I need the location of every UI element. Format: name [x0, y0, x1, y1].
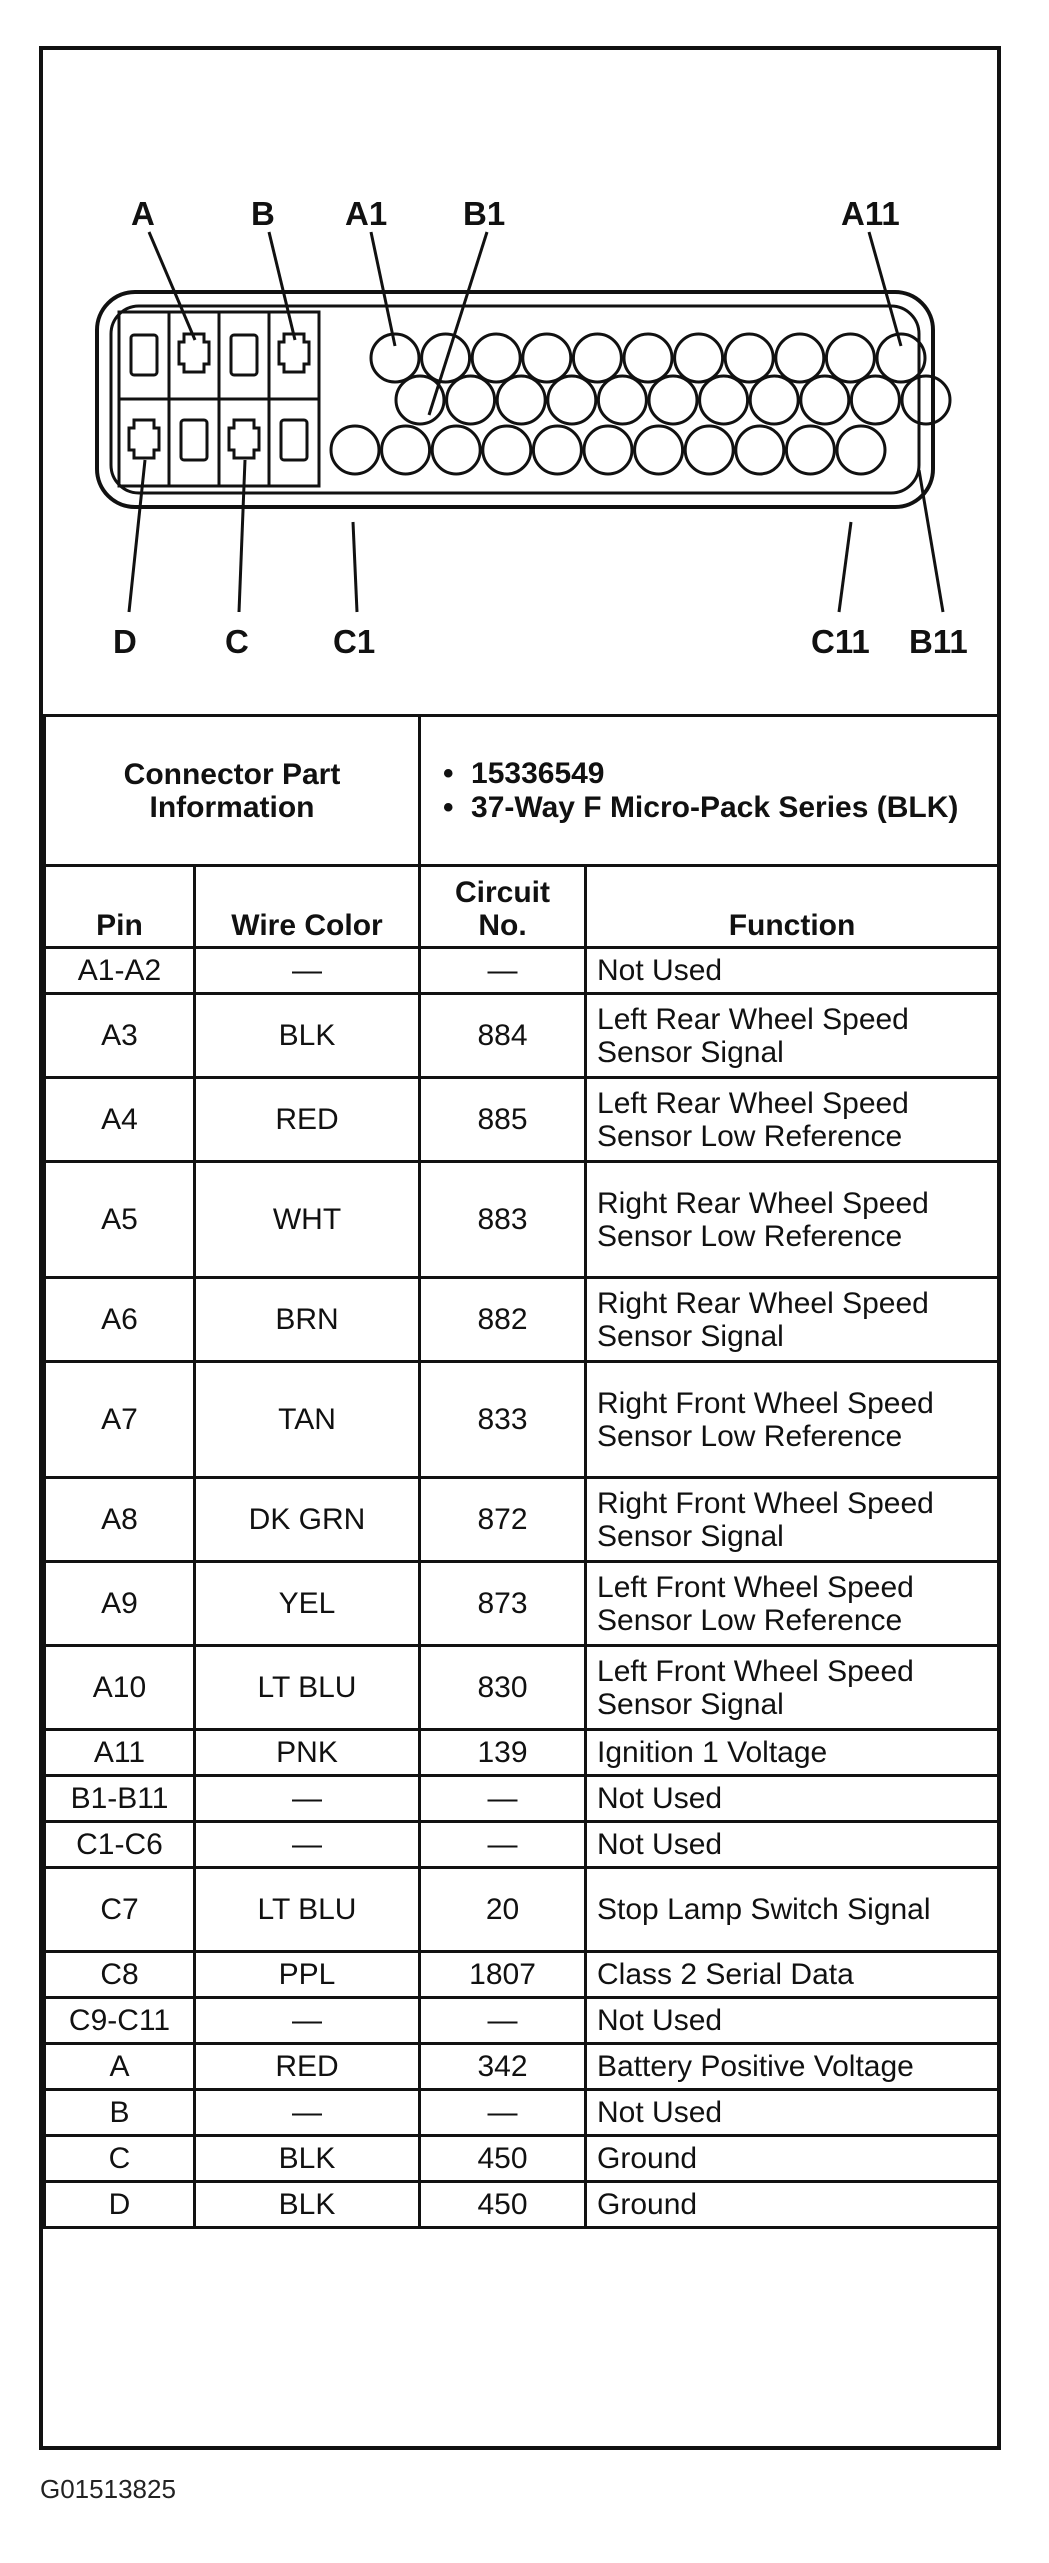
pin-cell: A1-A2 — [45, 948, 195, 994]
pin-cell: C9-C11 — [45, 1998, 195, 2044]
table-row — [45, 1868, 999, 1952]
circuit-number-cell: — — [420, 1822, 586, 1868]
table-row — [45, 1562, 999, 1646]
wire-color-cell: — — [195, 1998, 420, 2044]
circuit-number-cell: 450 — [420, 2136, 586, 2182]
pin-cavity — [533, 426, 581, 474]
pin-cell: A9 — [45, 1562, 195, 1646]
connector-face-drawing — [43, 50, 997, 714]
circuit-number-cell: — — [420, 1998, 586, 2044]
pin-cavity — [573, 334, 621, 382]
wire-color-cell: — — [195, 1822, 420, 1868]
table-row — [45, 2136, 999, 2182]
column-header-row — [45, 866, 999, 948]
terminal-c — [229, 420, 259, 458]
pin-cell: A11 — [45, 1730, 195, 1776]
terminal-d — [129, 420, 159, 458]
label-c: C — [225, 623, 249, 660]
connector-part-number: • 15336549 — [443, 757, 989, 791]
pin-cell: A10 — [45, 1646, 195, 1730]
pin-cavity — [331, 426, 379, 474]
wire-color-cell: WHT — [195, 1162, 420, 1278]
pin-cavity — [700, 376, 748, 424]
circuit-number-cell: 450 — [420, 2182, 586, 2228]
circuit-number-cell: — — [420, 1776, 586, 1822]
pin-cell: C1-C6 — [45, 1822, 195, 1868]
circuit-number-cell: 830 — [420, 1646, 586, 1730]
pin-cavity — [432, 426, 480, 474]
function-cell: Not Used — [586, 948, 999, 994]
col-header-pin: Pin — [45, 866, 195, 948]
wire-color-cell: — — [195, 948, 420, 994]
round-pin-cavities — [331, 334, 950, 474]
pin-cavity — [750, 376, 798, 424]
pin-cell: A6 — [45, 1278, 195, 1362]
pin-cell: A8 — [45, 1478, 195, 1562]
pin-cavity — [837, 426, 885, 474]
pin-cavity — [523, 334, 571, 382]
table-row — [45, 1362, 999, 1478]
circuit-number-cell: 882 — [420, 1278, 586, 1362]
circuit-number-cell: 139 — [420, 1730, 586, 1776]
table-row — [45, 1478, 999, 1562]
circuit-number-cell: 884 — [420, 994, 586, 1078]
circuit-number-cell: 833 — [420, 1362, 586, 1478]
col-header-function: Function — [586, 866, 999, 948]
pin-cavity — [649, 376, 697, 424]
wire-color-cell: LT BLU — [195, 1646, 420, 1730]
pin-cell: D — [45, 2182, 195, 2228]
pin-cavity — [685, 426, 733, 474]
pinout-table — [43, 714, 1000, 2229]
pin-cavity — [786, 426, 834, 474]
empty-cavity — [181, 420, 207, 460]
circuit-number-cell: — — [420, 2090, 586, 2136]
function-cell: Left Rear Wheel Speed Sensor Low Reference — [586, 1078, 999, 1162]
figure-code: G01513825 — [40, 2474, 176, 2504]
table-row — [45, 1278, 999, 1362]
connector-sheet — [39, 46, 1001, 2450]
pin-cell: B1-B11 — [45, 1776, 195, 1822]
wire-color-cell: YEL — [195, 1562, 420, 1646]
label-b: B — [251, 195, 275, 232]
wire-color-cell: — — [195, 2090, 420, 2136]
function-cell: Ignition 1 Voltage — [586, 1730, 999, 1776]
table-row — [45, 1646, 999, 1730]
pin-cavity — [548, 376, 596, 424]
wire-color-cell: RED — [195, 2044, 420, 2090]
function-cell: Not Used — [586, 1822, 999, 1868]
function-cell: Right Front Wheel Speed Sensor Low Reference — [586, 1362, 999, 1478]
pin-cell: A — [45, 2044, 195, 2090]
circuit-number-cell: 873 — [420, 1562, 586, 1646]
function-cell: Ground — [586, 2182, 999, 2228]
function-cell: Right Front Wheel Speed Sensor Signal — [586, 1478, 999, 1562]
table-row — [45, 948, 999, 994]
label-d: D — [113, 623, 137, 660]
pin-cavity — [736, 426, 784, 474]
wire-color-cell: LT BLU — [195, 1868, 420, 1952]
circuit-number-cell: 342 — [420, 2044, 586, 2090]
col-header-wire-color: Wire Color — [195, 866, 420, 948]
table-row — [45, 994, 999, 1078]
col-header-circuit-no: Circuit No. — [420, 866, 586, 948]
table-row — [45, 1822, 999, 1868]
pin-cell: C7 — [45, 1868, 195, 1952]
pin-cell: A4 — [45, 1078, 195, 1162]
pin-cavity — [447, 376, 495, 424]
pin-cavity — [902, 376, 950, 424]
pin-cavity — [624, 334, 672, 382]
circuit-number-cell: 883 — [420, 1162, 586, 1278]
label-b1: B1 — [463, 195, 506, 232]
table-row — [45, 1776, 999, 1822]
pin-cavity — [472, 334, 520, 382]
table-row — [45, 1078, 999, 1162]
empty-cavity — [131, 335, 157, 375]
pin-cavity — [725, 334, 773, 382]
pin-cavity — [483, 426, 531, 474]
empty-cavity — [281, 420, 307, 460]
pin-cavity — [776, 334, 824, 382]
wire-color-cell: RED — [195, 1078, 420, 1162]
circuit-number-cell: 1807 — [420, 1952, 586, 1998]
function-cell: Stop Lamp Switch Signal — [586, 1868, 999, 1952]
wire-color-cell: BLK — [195, 2182, 420, 2228]
pin-cavity — [598, 376, 646, 424]
function-cell: Left Rear Wheel Speed Sensor Signal — [586, 994, 999, 1078]
wire-color-cell: BLK — [195, 994, 420, 1078]
connector-info-list — [420, 716, 999, 866]
table-row — [45, 2090, 999, 2136]
function-cell: Right Rear Wheel Speed Sensor Low Reference — [586, 1162, 999, 1278]
function-cell: Not Used — [586, 2090, 999, 2136]
pin-cell: C — [45, 2136, 195, 2182]
pin-cavity — [851, 376, 899, 424]
circuit-number-cell: 20 — [420, 1868, 586, 1952]
wire-color-cell: BRN — [195, 1278, 420, 1362]
wire-color-cell: — — [195, 1776, 420, 1822]
function-cell: Left Front Wheel Speed Sensor Signal — [586, 1646, 999, 1730]
pin-cavity — [396, 376, 444, 424]
function-cell: Left Front Wheel Speed Sensor Low Reference — [586, 1562, 999, 1646]
empty-cavity — [231, 335, 257, 375]
function-cell: Class 2 Serial Data — [586, 1952, 999, 1998]
table-row — [45, 1998, 999, 2044]
pin-cavity — [675, 334, 723, 382]
pin-cell: B — [45, 2090, 195, 2136]
function-cell: Not Used — [586, 1998, 999, 2044]
label-a11: A11 — [841, 195, 900, 232]
pin-cavity — [584, 426, 632, 474]
function-cell: Right Rear Wheel Speed Sensor Signal — [586, 1278, 999, 1362]
pin-cavity — [801, 376, 849, 424]
connector-diagram — [43, 50, 997, 714]
wire-color-cell: DK GRN — [195, 1478, 420, 1562]
circuit-number-cell: — — [420, 948, 586, 994]
connector-info-label: Connector Part Information — [45, 716, 420, 866]
table-row — [45, 2182, 999, 2228]
wire-color-cell: PNK — [195, 1730, 420, 1776]
table-row — [45, 1952, 999, 1998]
pin-cavity — [497, 376, 545, 424]
label-a1: A1 — [345, 195, 388, 232]
pin-cavity — [826, 334, 874, 382]
table-row — [45, 1162, 999, 1278]
wire-color-cell: BLK — [195, 2136, 420, 2182]
circuit-number-cell: 885 — [420, 1078, 586, 1162]
table-row — [45, 2044, 999, 2090]
wire-color-cell: PPL — [195, 1952, 420, 1998]
function-cell: Battery Positive Voltage — [586, 2044, 999, 2090]
wire-color-cell: TAN — [195, 1362, 420, 1478]
leader-lines — [129, 232, 943, 612]
table-row — [45, 1730, 999, 1776]
pin-cell: C8 — [45, 1952, 195, 1998]
pin-cell: A5 — [45, 1162, 195, 1278]
label-c1: C1 — [333, 623, 376, 660]
pin-cell: A3 — [45, 994, 195, 1078]
function-cell: Ground — [586, 2136, 999, 2182]
connector-info-row — [45, 716, 999, 866]
connector-description: • 37-Way F Micro-Pack Series (BLK) — [443, 791, 989, 825]
label-b11: B11 — [909, 623, 968, 660]
pin-cavity — [382, 426, 430, 474]
pin-cavity — [635, 426, 683, 474]
label-a: A — [131, 195, 155, 232]
label-c11: C11 — [811, 623, 870, 660]
function-cell: Not Used — [586, 1776, 999, 1822]
circuit-number-cell: 872 — [420, 1478, 586, 1562]
pin-cell: A7 — [45, 1362, 195, 1478]
